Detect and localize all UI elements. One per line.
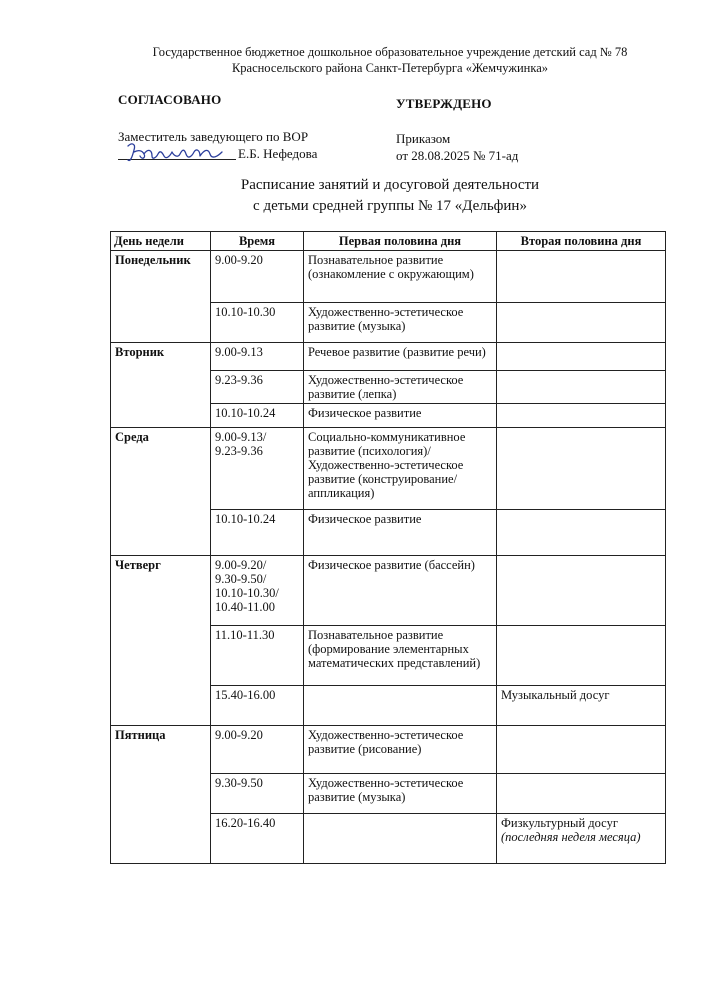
first-half-activity [304,686,497,726]
time-cell: 10.10-10.24 [211,510,304,556]
header-time: Время [211,232,304,251]
second-half-activity [497,428,666,510]
time-cell: 11.10-11.30 [211,626,304,686]
day-of-week-cell: Пятница [111,726,211,864]
approver-name: Е.Б. Нефедова [238,146,318,161]
header-first-half: Первая половина дня [304,232,497,251]
title-line-2: с детьми средней группы № 17 «Дельфин» [253,198,527,214]
second-half-activity [497,343,666,371]
table-header-row [111,232,666,251]
first-half-activity: Физическое развитие (бассейн) [304,556,497,626]
approval-agreed-block [118,92,358,163]
header-second-half: Вторая половина дня [497,232,666,251]
header-day: День недели [111,232,211,251]
time-line: 9.30-9.50/ [215,572,267,586]
first-half-activity: Физическое развитие [304,404,497,428]
title-line-1: Расписание занятий и досуговой деятельности [240,177,540,193]
time-cell: 9.23-9.36 [211,371,304,404]
table-row [111,428,666,510]
table-row [111,556,666,626]
org-name-line-2: Красносельского района Санкт-Петербурга «Жемчужинка» [231,61,549,75]
table-row [111,726,666,774]
first-half-activity: Художественно-эстетическое развитие (музыка) [304,774,497,814]
time-line: 9.23-9.36 [215,444,263,458]
time-cell: 16.20-16.40 [211,814,304,864]
time-line: 10.40-11.00 [215,600,275,614]
first-half-activity: Познавательное развитие (ознакомление с окружающим) [304,251,497,303]
second-half-activity [497,510,666,556]
second-half-activity [497,774,666,814]
second-half-activity-title: Физкультурный досуг [501,816,618,830]
approval-approved-block [396,92,636,164]
second-half-activity [497,814,666,864]
agreed-heading: СОГЛАСОВАНО [118,92,222,107]
second-half-activity [497,556,666,626]
approved-heading: УТВЕРЖДЕНО [396,96,492,111]
day-of-week-cell: Четверг [111,556,211,726]
second-half-activity [497,303,666,343]
time-line: 9.00-9.20/ [215,558,267,572]
second-half-activity [497,371,666,404]
day-of-week-cell: Среда [111,428,211,556]
order-date-number: от 28.08.2025 № 71-ад [396,148,519,163]
second-half-activity: Музыкальный досуг [497,686,666,726]
signature-row [118,145,358,163]
table-row [111,343,666,371]
time-cell: 10.10-10.30 [211,303,304,343]
table-row [111,251,666,303]
time-cell [211,428,304,510]
first-half-activity: Физическое развитие [304,510,497,556]
first-half-activity: Художественно-эстетическое развитие (музыка) [304,303,497,343]
handwritten-signature [122,140,232,166]
second-half-activity [497,726,666,774]
time-cell: 9.00-9.20 [211,726,304,774]
organization-header [130,44,650,76]
first-half-activity: Речевое развитие (развитие речи) [304,343,497,371]
first-half-activity: Художественно-эстетическое развитие (рисование) [304,726,497,774]
second-half-activity [497,404,666,428]
time-line: 9.00-9.13/ [215,430,267,444]
second-half-activity-note: (последняя неделя месяца) [501,830,641,844]
time-cell: 9.00-9.13 [211,343,304,371]
first-half-activity: Познавательное развитие (формирование элементарных математических представлений) [304,626,497,686]
time-cell: 9.00-9.20 [211,251,304,303]
second-half-activity [497,626,666,686]
document-title [150,175,630,217]
first-half-activity: Социально-коммуникативное развитие (психология)/ Художественно-эстетическое развитие (конструирование/ аппликация) [304,428,497,510]
schedule-table [110,231,666,864]
time-cell: 15.40-16.00 [211,686,304,726]
day-of-week-cell: Вторник [111,343,211,428]
order-label: Приказом [396,131,451,146]
time-cell [211,556,304,626]
time-cell: 9.30-9.50 [211,774,304,814]
first-half-activity [304,814,497,864]
second-half-activity [497,251,666,303]
org-name-line-1: Государственное бюджетное дошкольное образовательное учреждение детский сад № 78 [152,45,628,59]
time-line: 10.10-10.30/ [215,586,279,600]
time-cell: 10.10-10.24 [211,404,304,428]
approver-position: Заместитель заведующего по ВОР [118,129,309,144]
first-half-activity: Художественно-эстетическое развитие (лепка) [304,371,497,404]
day-of-week-cell: Понедельник [111,251,211,343]
